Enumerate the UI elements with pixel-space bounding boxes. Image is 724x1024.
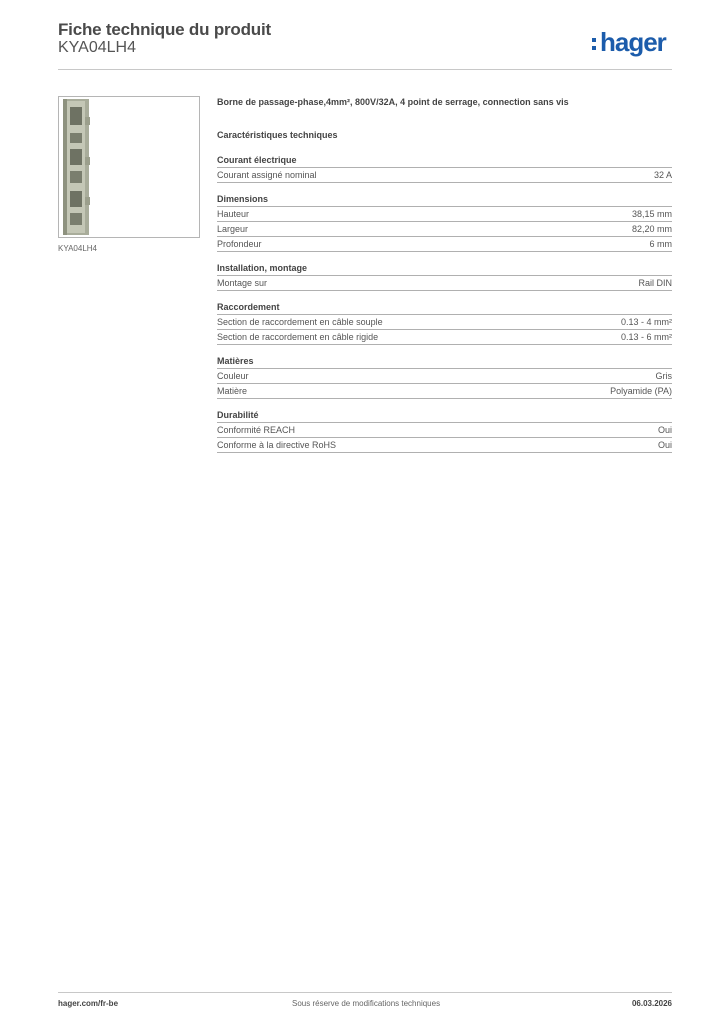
footer-notice: Sous réserve de modifications techniques <box>292 999 441 1008</box>
spec-label: Profondeur <box>217 239 262 249</box>
section-title: Courant électrique <box>217 154 672 168</box>
spec-value: Oui <box>657 425 672 435</box>
spec-row <box>217 438 672 453</box>
hager-logo <box>592 28 674 56</box>
spec-row <box>217 207 672 222</box>
header-divider <box>58 69 672 70</box>
footer-date: 06.03.2026 <box>631 999 672 1008</box>
spec-value: Oui <box>657 440 672 450</box>
spec-value: 82,20 mm <box>631 224 672 234</box>
section-courant <box>217 154 672 183</box>
section-title: Raccordement <box>217 301 672 315</box>
logo-dots-icon <box>592 28 598 50</box>
spec-label: Section de raccordement en câble souple <box>217 317 383 327</box>
spec-value: 38,15 mm <box>631 209 672 219</box>
spec-label: Couleur <box>217 371 249 381</box>
spec-row <box>217 222 672 237</box>
spec-label: Conforme à la directive RoHS <box>217 440 337 450</box>
section-title: Matières <box>217 355 672 369</box>
spec-row <box>217 276 672 291</box>
spec-value: Rail DIN <box>638 278 672 288</box>
section-matieres <box>217 355 672 399</box>
spec-row <box>217 384 672 399</box>
footer-divider <box>58 992 672 993</box>
section-durabilite <box>217 409 672 453</box>
product-description: Borne de passage-phase,4mm², 800V/32A, 4 point de serrage, connection sans vis <box>217 97 569 107</box>
spec-label: Hauteur <box>217 209 250 219</box>
tech-heading: Caractéristiques techniques <box>217 130 338 140</box>
footer-website-link[interactable]: hager.com/fr-be <box>58 999 119 1008</box>
spec-value: 6 mm <box>649 239 672 249</box>
section-title: Installation, montage <box>217 262 672 276</box>
spec-value: 32 A <box>653 170 672 180</box>
spec-value: 0.13 - 4 mm² <box>620 317 672 327</box>
section-raccordement <box>217 301 672 345</box>
spec-row <box>217 330 672 345</box>
spec-row <box>217 168 672 183</box>
spec-label: Courant assigné nominal <box>217 170 317 180</box>
section-dimensions <box>217 193 672 252</box>
section-title: Dimensions <box>217 193 672 207</box>
spec-row <box>217 423 672 438</box>
logo-text: hager <box>600 27 666 57</box>
spec-label: Montage sur <box>217 278 268 288</box>
spec-row <box>217 315 672 330</box>
spec-label: Conformité REACH <box>217 425 296 435</box>
spec-label: Section de raccordement en câble rigide <box>217 332 379 342</box>
terminal-block-icon <box>59 97 199 237</box>
spec-value: Gris <box>655 371 672 381</box>
spec-row <box>217 369 672 384</box>
spec-row <box>217 237 672 252</box>
image-caption: KYA04LH4 <box>58 244 97 253</box>
page-title: Fiche technique du produit <box>58 20 271 39</box>
section-title: Durabilité <box>217 409 672 423</box>
product-reference: KYA04LH4 <box>58 39 136 56</box>
spec-label: Matière <box>217 386 248 396</box>
spec-label: Largeur <box>217 224 249 234</box>
product-image <box>58 96 200 238</box>
section-installation <box>217 262 672 291</box>
spec-value: Polyamide (PA) <box>610 386 672 396</box>
spec-value: 0.13 - 6 mm² <box>620 332 672 342</box>
spec-content <box>217 96 672 453</box>
